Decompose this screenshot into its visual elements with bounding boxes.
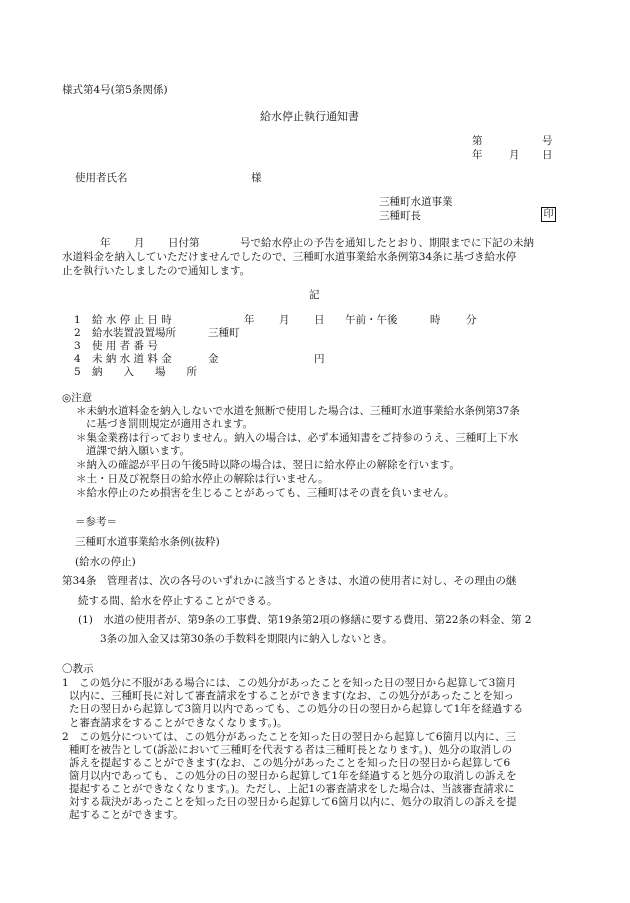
clause-line: 3条の加入金又は第30条の手数料を期限内に納入しないとき。 [100,633,393,645]
date-month: 月 [509,149,520,161]
body-line2: 水道料金を納入していただけませんでしたので、三種町水道事業給水条例第34条に基づき給水停 [62,251,517,263]
item-label: 給水装置設置場所 [92,327,176,339]
body-line1-rest: 号で給水停止の予告を通知したとおり、期限までに下記の未納 [240,237,534,249]
body-date-no: 日付第 [168,237,200,249]
item-hour: 時 [430,314,441,326]
item-ampm: 午前・午後 [345,314,398,326]
item-yen: 円 [314,353,325,365]
instruction-line: た日の翌日から起算して3箇月以内であっても、この処分の日の翌日から起算して1年を経過する [69,703,524,715]
instruction-line: 1 この処分に不服がある場合には、この処分があったことを知った日の翌日から起算して3箇月 [62,677,517,689]
issuer-head: 三種町長 [379,210,421,222]
note-line: 道課で納入願います。 [86,445,191,457]
date-year: 年 [472,149,483,161]
body-month: 月 [134,237,145,249]
article-title: (給水の停止) [75,556,136,568]
item-year: 年 [244,314,255,326]
body-line3: 止を執行いたしましたので通知します。 [62,265,251,277]
item-number: 4 [74,353,81,365]
note-line: ＊納入の確認が平日の午後5時以降の場合は、翌日に給水停止の解除を行います。 [76,459,460,471]
note-line: ＊給水停止のため損害を生じることがあっても、三種町はその責を負いません。 [76,487,455,499]
note-line: ＊集金業務は行っておりません。納入の場合は、必ず本通知書をご持参のうえ、三種町上下水 [76,432,519,444]
item-number: 1 [74,314,81,326]
item-town: 三種町 [208,327,240,339]
note-line: ＊未納水道料金を納入しないで水道を無断で使用した場合は、三種町水道事業給水条例第37条 [76,405,520,417]
item-minute: 分 [466,314,477,326]
item-number: 2 [74,327,81,339]
document-title: 給水停止執行通知書 [260,110,359,123]
user-name-label: 使用者氏名 [75,172,128,184]
item-month: 月 [279,314,290,326]
article-line: 続する間、給水を停止することができる。 [78,595,278,607]
instruction-line: 対する裁決があったことを知った日の翌日から起算して6箇月以内に、処分の取消しの訴えを提 [69,796,517,808]
item-label: 未 納 水 道 料 金 [92,353,172,365]
item-label: 給 水 停 止 日 時 [92,314,172,326]
ki-marker: 記 [309,289,320,301]
note-line: ＊土・日及び祝祭日の給水停止の解除は行いません。 [76,473,329,485]
issuer-org: 三種町水道事業 [379,196,453,208]
body-year: 年 [100,237,111,249]
instruction-line: 以内に、三種町長に対して審査請求をすることができます(なお、この処分があったことを知っ [69,690,514,702]
reference-heading: ＝参考＝ [75,516,117,528]
instruction-line: 提起することができなくなります。)。ただし、上記1の審査請求をした場合は、当該審査請求に [69,783,515,795]
seal-mark: 印 [541,207,556,222]
item-number: 5 [74,366,81,378]
clause-line: (1) 水道の使用者が、第9条の工事費、第19条第2項の修繕に要する費用、第22条の料金、第 2 [78,614,532,626]
instruction-line: 訴えを提起することができます(なお、この処分があったことを知った日の翌日から起算して6 [69,757,511,769]
notes-heading: ◎注意 [62,392,93,404]
instruction-line: と審査請求をすることができなくなります。)。 [69,717,288,729]
item-label: 納 入 場 所 [92,366,197,378]
item-label: 使 用 者 番 号 [92,340,158,352]
number-suffix: 号 [542,135,553,147]
instruction-line: 種町を被告として(訴訟において三種町を代表する者は三種町長となります。)、処分の取消しの [69,744,513,756]
instruction-heading: 〇教示 [62,663,94,675]
instruction-line: 起することができます。 [69,809,184,821]
item-day: 日 [314,314,325,326]
form-label: 様式第4号(第5条関係) [62,84,168,96]
instruction-line: 2 この処分については、この処分があったことを知った日の翌日から起算して6箇月以内に、三 [62,731,517,743]
article-line: 第34条 管理者は、次の各号のいずれかに該当するときは、水道の使用者に対し、その理由の継 [62,575,517,587]
number-prefix: 第 [472,135,483,147]
ordinance-title: 三種町水道事業給水条例(抜粋) [75,536,220,548]
item-kin: 金 [208,353,219,365]
instruction-line: 箇月以内であっても、この処分の日の翌日から起算して1年を経過すると処分の取消しの訴えを [69,770,517,782]
item-number: 3 [74,340,81,352]
date-day: 日 [542,149,553,161]
user-name-suffix: 様 [251,172,262,184]
note-line: に基づき罰則規定が適用されます。 [86,418,254,430]
